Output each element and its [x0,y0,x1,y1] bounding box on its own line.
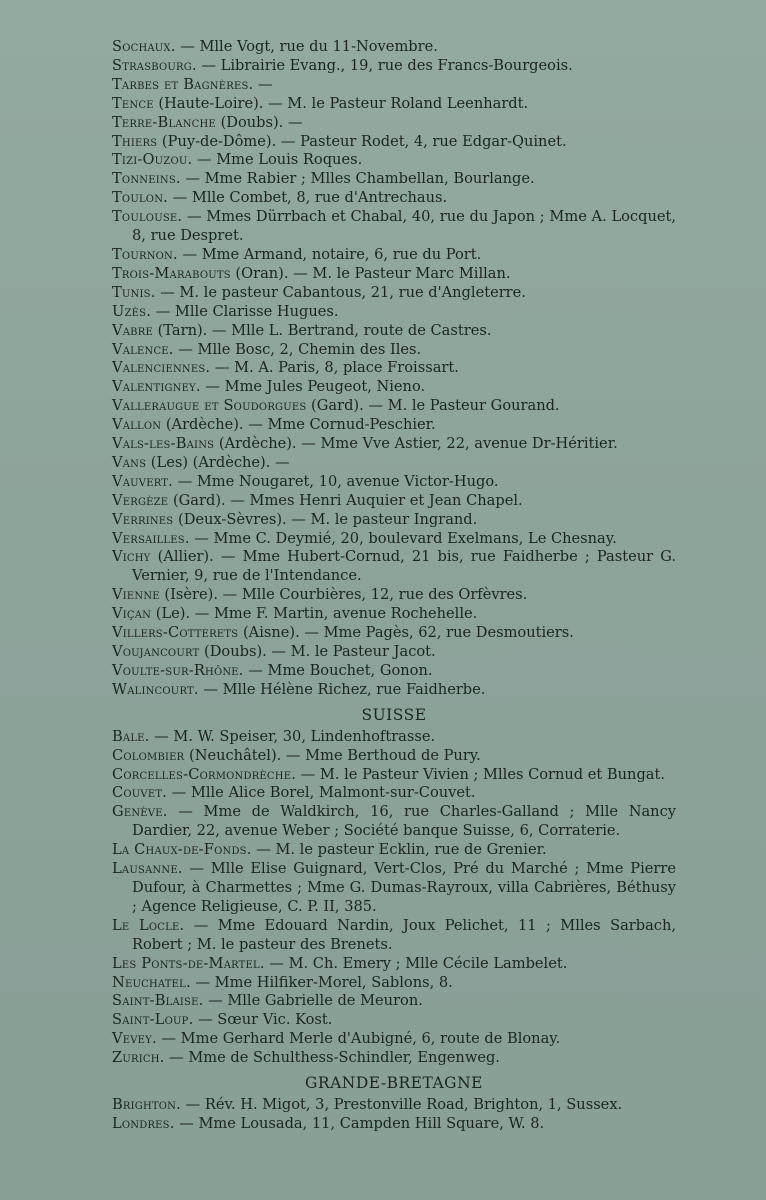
list-item: Tizi-Ouzou. — Mme Louis Roques. [112,151,363,169]
list-item: Les Ponts-de-Martel. — M. Ch. Emery ; Mlle Cécile Lambelet. [112,954,568,972]
list-item: Strasbourg. — Librairie Evang., 19, rue des Francs-Bourgeois. [112,56,573,74]
suisse-list [112,728,676,1068]
list-item: Vabre (Tarn). — Mlle L. Bertrand, route de Castres. [112,321,492,339]
list-item: Valleraugue et Soudorgues (Gard). — M. le Pasteur Gourand. [112,397,560,415]
list-item: Vals-les-Bains (Ardèche). — Mme Vve Astier, 22, avenue Dr-Héritier. [112,435,618,453]
list-item: Vallon (Ardèche). — Mme Cornud-Peschier. [112,416,436,434]
list-item: Tournon. — Mme Armand, notaire, 6, rue du Port. [112,245,482,263]
list-item: Valentigney. — Mme Jules Peugeot, Nieno. [112,378,426,396]
list-item: Trois-Marabouts (Oran). — M. le Pasteur Marc Millan. [112,264,511,282]
list-item: Villers-Cotterets (Aisne). — Mme Pagès, 62, rue Desmoutiers. [112,624,574,642]
list-item: Couvet. — Mlle Alice Borel, Malmont-sur-Couvet. [112,784,476,802]
section-heading-suisse: SUISSE [361,705,427,724]
list-item: Lausanne. — Mlle Elise Guignard, Vert-Clos, Pré du Marché ; Mme Pierre Dufour, à Charmettes ; Mme G. Dumas-Rayroux, villa Cabrières, Béthusy ; Agence Religieuse, C. P. II, 385. [112,860,676,915]
list-item: Toulouse. — Mmes Dürrbach et Chabal, 40, rue du Japon ; Mme A. Locquet, 8, rue Despret. [112,208,676,245]
list-item: Brighton. — Rév. H. Migot, 3, Prestonville Road, Brighton, 1, Sussex. [112,1096,623,1114]
list-item: Toulon. — Mlle Combet, 8, rue d'Antrechaus. [112,189,448,207]
list-item: Tence (Haute-Loire). — M. le Pasteur Roland Leenhardt. [112,94,529,112]
list-item: Saint-Blaise. — Mlle Gabrielle de Meuron. [112,992,423,1010]
list-item: Valence. — Mlle Bosc, 2, Chemin des Iles. [112,340,422,358]
france-list [112,38,676,700]
list-item: Genève. — Mme de Waldkirch, 16, rue Charles-Galland ; Mlle Nancy Dardier, 22, avenue Weber ; Société banque Suisse, 6, Corraterie. [112,803,676,840]
list-item: Tarbes et Bagnères. — [112,75,273,93]
list-item: Colombier (Neuchâtel). — Mme Berthoud de Pury. [112,746,481,764]
list-item: Vans (Les) (Ardèche). — [112,453,290,471]
list-item: Sochaux. — Mlle Vogt, rue du 11-Novembre. [112,38,438,55]
section-heading-grande-bretagne: GRANDE-BRETAGNE [305,1074,483,1093]
list-item: Vienne (Isère). — Mlle Courbières, 12, rue des Orfèvres. [112,586,528,604]
list-item: Neuchatel. — Mme Hilfiker-Morel, Sablons, 8. [112,973,453,991]
list-item: Tonneins. — Mme Rabier ; Mlles Chambellan, Bourlange. [112,170,535,188]
list-item: Verrines (Deux-Sèvres). — M. le pasteur Ingrand. [112,510,478,528]
list-item: Voujancourt (Doubs). — M. le Pasteur Jacot. [112,643,436,660]
list-item: Thiers (Puy-de-Dôme). — Pasteur Rodet, 4, rue Edgar-Quinet. [112,132,567,150]
list-item: Tunis. — M. le pasteur Cabantous, 21, rue d'Angleterre. [112,283,526,301]
list-item: Vevey. — Mme Gerhard Merle d'Aubigné, 6, route de Blonay. [112,1030,561,1048]
list-item: Zurich. — Mme de Schulthess-Schindler, Engenweg. [112,1049,500,1067]
list-item: Uzès. — Mlle Clarisse Hugues. [112,302,339,320]
list-item: Le Locle. — Mme Edouard Nardin, Joux Pelichet, 11 ; Mlles Sarbach, Robert ; M. le pasteur des Brenets. [112,916,676,953]
list-item: Corcelles-Cormondrèche. — M. le Pasteur Vivien ; Mlles Cornud et Bungat. [112,765,666,783]
list-item: Walincourt. — Mlle Hélène Richez, rue Faidherbe. [112,680,486,698]
list-item: Vergèze (Gard). — Mmes Henri Auquier et Jean Chapel. [112,491,523,509]
list-item: Vichy (Allier). — Mme Hubert-Cornud, 21 bis, rue Faidherbe ; Pasteur G. Vernier, 9, rue de l'Intendance. [112,548,676,585]
grande-bretagne-list [112,1096,676,1134]
list-item: Terre-Blanche (Doubs). — [112,113,303,131]
list-item: Saint-Loup. — Sœur Vic. Kost. [112,1011,333,1029]
list-item: Viçan (Le). — Mme F. Martin, avenue Rochehelle. [112,605,478,623]
list-item: Londres. — Mme Lousada, 11, Campden Hill Square, W. 8. [112,1114,545,1132]
list-item: Versailles. — Mme C. Deymié, 20, boulevard Exelmans, Le Chesnay. [112,529,617,547]
list-item: Vauvert. — Mme Nougaret, 10, avenue Victor-Hugo. [112,472,499,490]
list-item: Valenciennes. — M. A. Paris, 8, place Froissart. [112,359,459,377]
list-item: La Chaux-de-Fonds. — M. le pasteur Ecklin, rue de Grenier. [112,841,547,859]
list-item: Bale. — M. W. Speiser, 30, Lindenhoftrasse. [112,727,436,745]
list-item: Voulte-sur-Rhône. — Mme Bouchet, Gonon. [112,661,433,679]
